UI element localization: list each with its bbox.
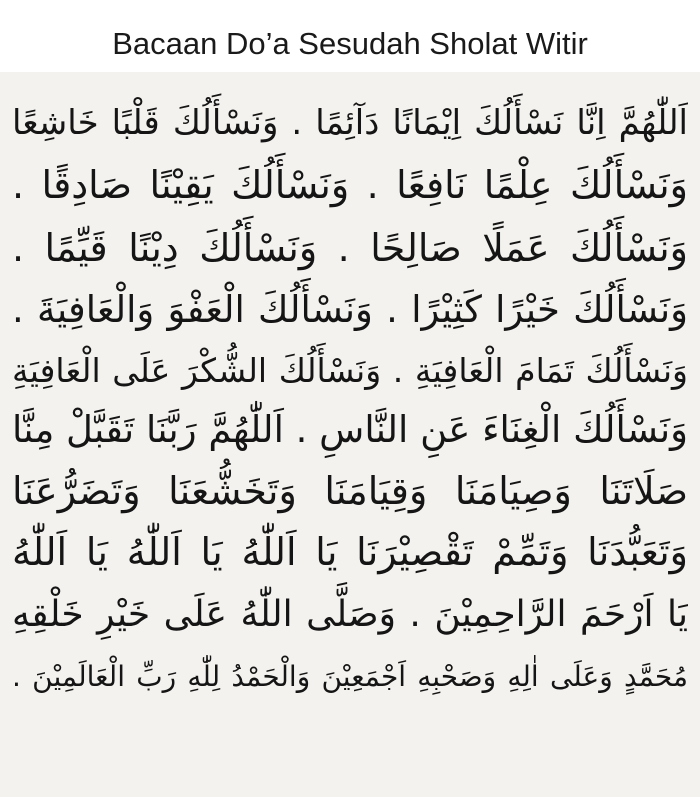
prayer-line-1: اَللّٰهُمَّ اِنَّا نَسْأَلُكَ اِيْمَانًا دَآئِمًا . وَنَسْأَلُكَ قَلْبًا خَاشِعًا [12, 103, 688, 143]
prayer-line-2: وَنَسْأَلُكَ عِلْمًا نَافِعًا . وَنَسْأَلُكَ يَقِيْنًا صَادِقًا . [12, 163, 688, 207]
prayer-line-3: وَنَسْأَلُكَ عَمَلًا صَالِحًا . وَنَسْأَلُكَ دِيْنًا قَيِّمًا . [12, 226, 688, 270]
arabic-prayer [0, 72, 700, 797]
prayer-line-4: وَنَسْأَلُكَ خَيْرًا كَثِيْرًا . وَنَسْأَلُكَ الْعَفْوَ وَالْعَافِيَةَ . [12, 288, 688, 331]
prayer-line-7: صَلَاتَنَا وَصِيَامَنَا وَقِيَامَنَا وَتَخَشُّعَنَا وَتَضَرُّعَنَا [12, 469, 688, 513]
prayer-line-5: وَنَسْأَلُكَ تَمَامَ الْعَافِيَةِ . وَنَسْأَلُكَ الشُّكْرَ عَلَى الْعَافِيَةِ [12, 351, 688, 390]
prayer-line-6: وَنَسْأَلُكَ الْغِنَاءَ عَنِ النَّاسِ . اَللّٰهُمَّ رَبَّنَا تَقَبَّلْ مِنَّا [12, 408, 688, 451]
prayer-line-9: يَا اَرْحَمَ الرَّاحِمِيْنَ . وَصَلَّى اللّٰهُ عَلَى خَيْرِ خَلْقِهِ [12, 594, 688, 635]
prayer-line-8: وَتَعَبُّدَنَا وَتَمِّمْ تَقْصِيْرَنَا يَا اَللّٰهُ يَا اَللّٰهُ يَا اَللّٰهُ [12, 530, 688, 574]
scanned-prayer-text [0, 72, 700, 797]
title-band [0, 0, 700, 72]
prayer-line-10: مُحَمَّدٍ وَعَلَى اٰلِهِ وَصَحْبِهِ اَجْمَعِيْنَ وَالْحَمْدُ لِلّٰهِ رَبِّ الْعَالَمِيْنَ . [12, 660, 688, 693]
page-title: Bacaan Do’a Sesudah Sholat Witir [112, 26, 588, 61]
